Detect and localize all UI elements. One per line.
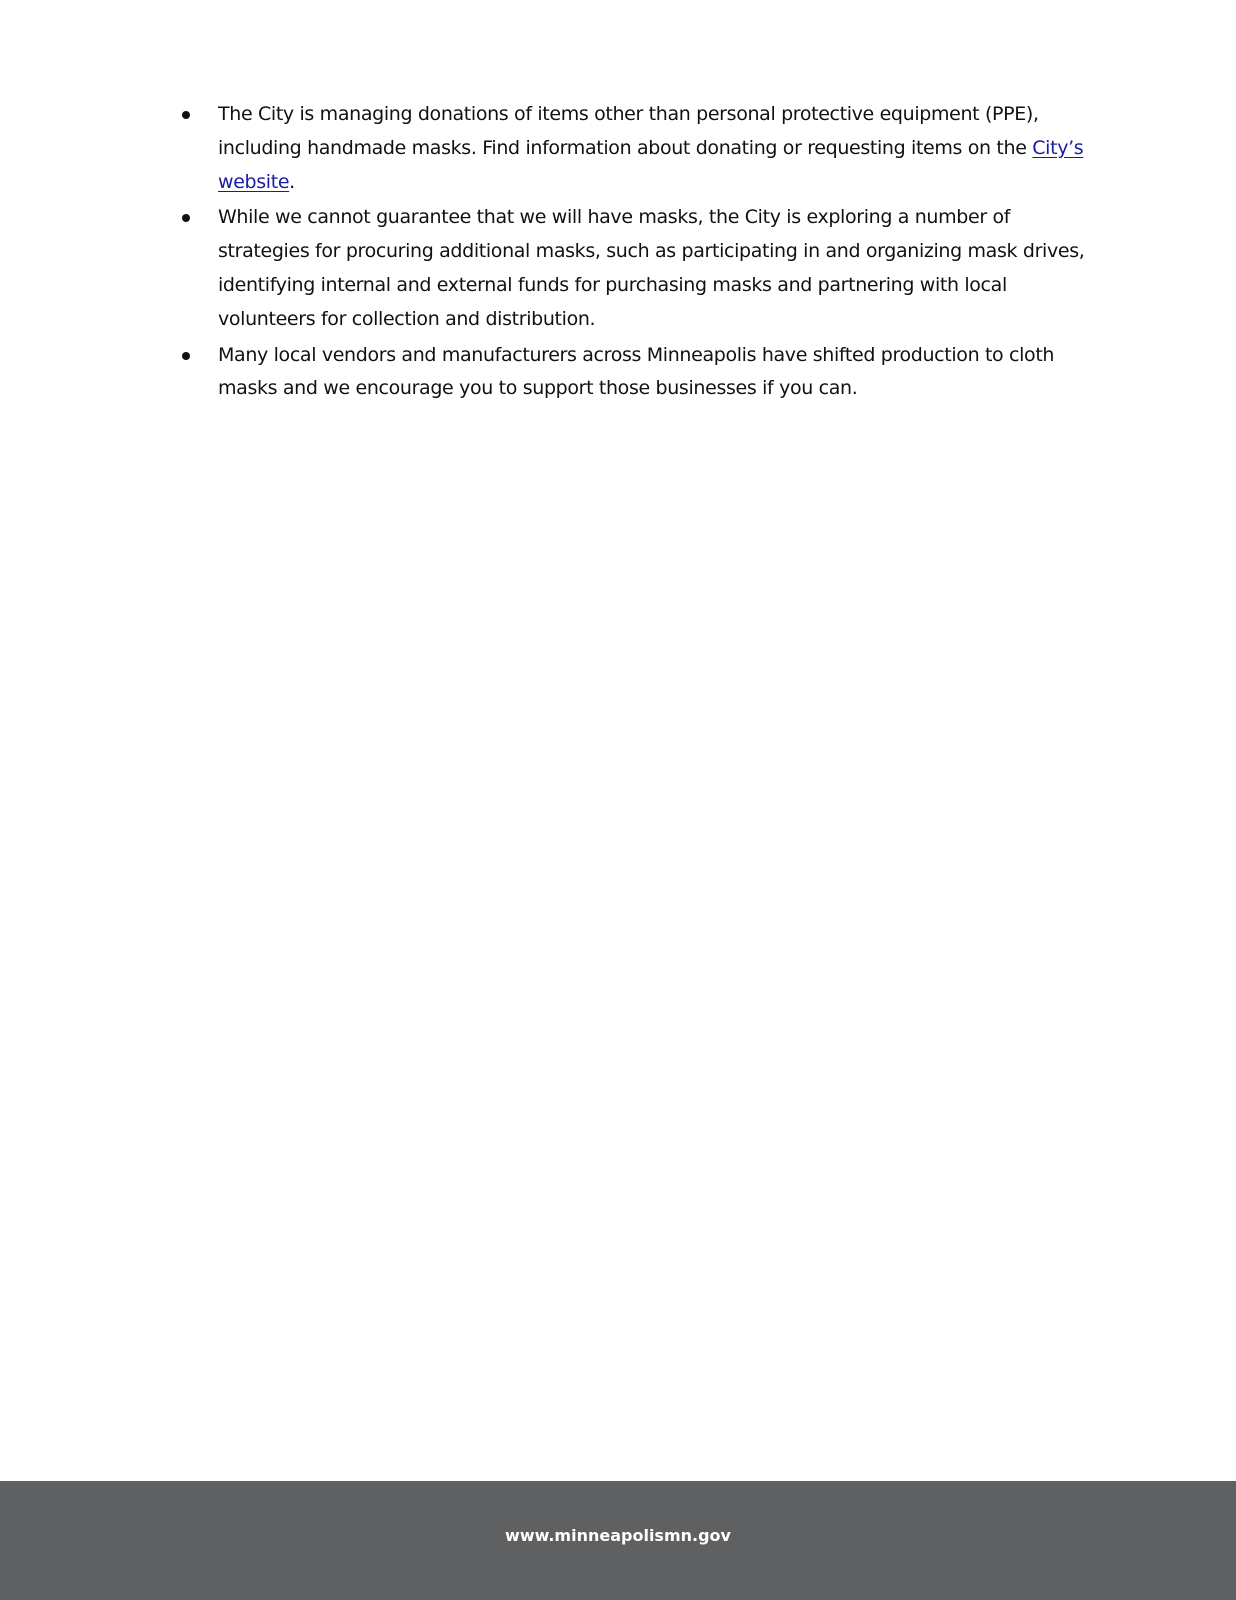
bullet-icon	[182, 352, 190, 360]
page-footer	[0, 1481, 1236, 1600]
bullet-list	[182, 98, 1092, 408]
list-item	[182, 98, 1092, 199]
footer-url: www.minneapolismn.gov	[505, 1526, 731, 1545]
list-item	[182, 339, 1092, 407]
city-website-link[interactable]: City’s website	[218, 136, 1084, 193]
list-item	[182, 201, 1092, 336]
bullet-text-1a: The City is managing donations of items other than personal protective equipment (PPE), including handmade masks. Find information about donating or requesting items on the	[218, 103, 1039, 159]
bullet-text-2: While we cannot guarantee that we will have masks, the City is exploring a number of strategies for procuring additional masks, such as participating in and organizing mask drives, identifying internal and external funds for purchasing masks and partnering with local volunteers for collection and distribution.	[218, 206, 1085, 330]
bullet-icon	[182, 214, 190, 222]
bullet-icon	[182, 111, 190, 119]
bullet-text-1b: .	[289, 170, 295, 193]
bullet-text-3: Many local vendors and manufacturers across Minneapolis have shifted production to cloth masks and we encourage you to support those businesses if you can.	[218, 343, 1055, 400]
